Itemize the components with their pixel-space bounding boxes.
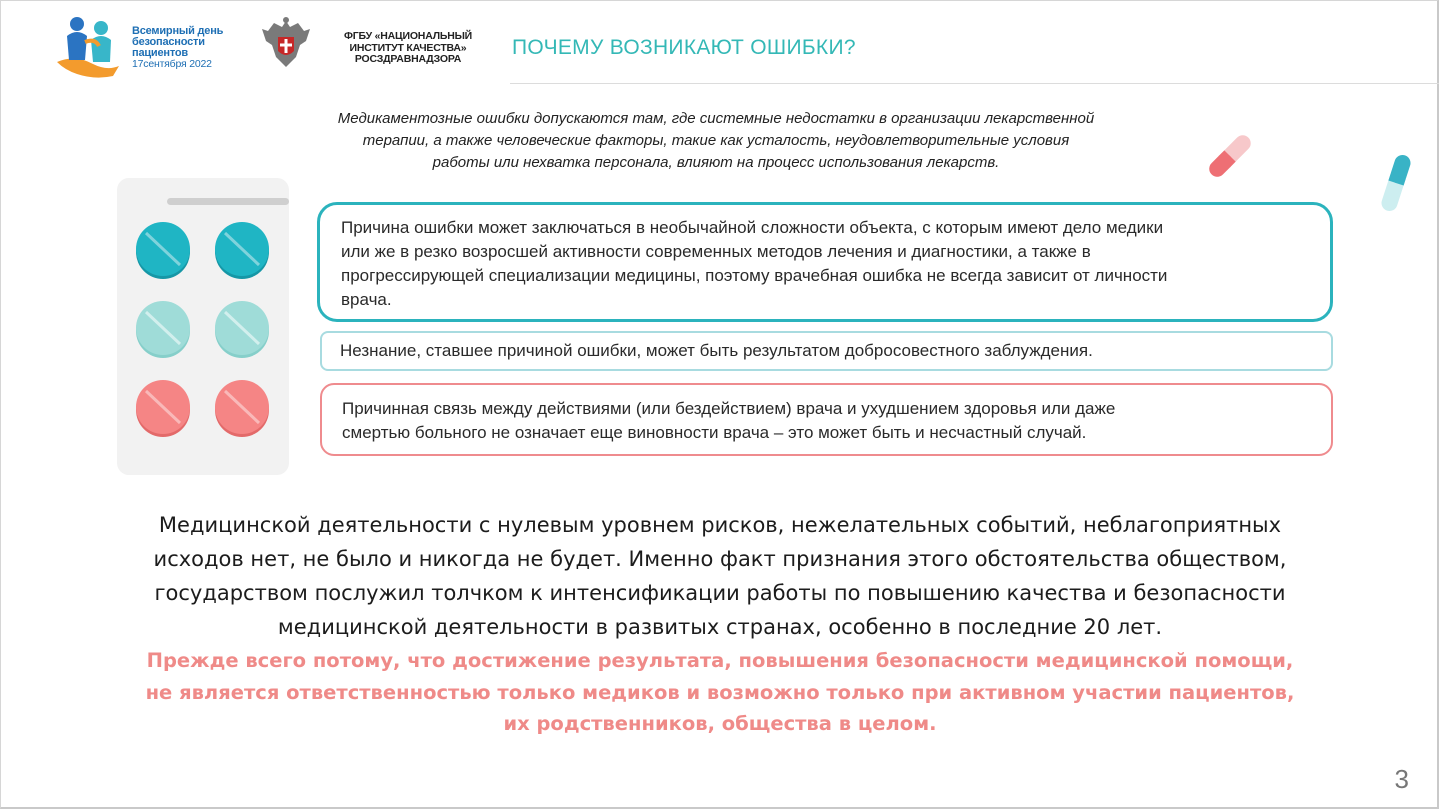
pink-capsule-icon [1200,126,1260,186]
red-pill-icon [213,379,271,437]
light-teal-pill-icon [213,300,271,358]
light-teal-pill-icon [134,300,192,358]
intro-paragraph [250,108,1182,174]
card-line: смертью больного не означает еще виновности врача – это может быть и несчастный случай. [342,423,1087,442]
main-line: Медицинской деятельности с нулевым уровнем рисков, нежелательных событий, неблагоприятных [158,513,1282,537]
slide-page-number: 3 [1394,764,1409,794]
card-line: врача. [341,290,392,309]
logo-event-line: безопасности [132,36,205,48]
card-line: Причинная связь между действиями (или бездействием) врача и ухудшением здоровья или даже [342,399,1116,418]
accent-line: их родственников, общества в целом. [503,712,937,735]
card-line: или же в резко возросшей активности современных методов лечения и диагностики, а также в [341,242,1091,261]
page-title: ПОЧЕМУ ВОЗНИКАЮТ ОШИБКИ? [512,36,856,59]
logo-event-date: 17сентября 2022 [132,58,212,70]
card-line: прогрессирующей специализации медицины, поэтому врачебная ошибка не всегда зависит от личности [341,266,1168,285]
card-line: Причина ошибки может заключаться в необычайной сложности объекта, с которым имеют дело медики [341,218,1164,237]
intro-line: работы или нехватка персонала, влияют на процесс использования лекарств. [432,154,1000,171]
red-pill-icon [134,379,192,437]
intro-line: терапии, а также человеческие факторы, такие как усталость, неудовлетворительные условия [362,132,1070,149]
accent-line: не является ответственностью только медиков и возможно только при активном участии пациентов, [145,680,1295,704]
reason-card-complexity [317,202,1333,322]
people-logo-icon [55,14,130,80]
main-line: государством послужил толчком к интенсификации работы по повышению качества и безопасности [154,581,1286,605]
organization-name [328,31,488,66]
teal-capsule-icon [1376,152,1416,214]
logo-event-line: Всемирный день [132,25,224,37]
header-divider [510,83,1439,84]
org-line: ИНСТИТУТ КАЧЕСТВА» [349,41,467,54]
main-line: медицинской деятельности в развитых странах, особенно в последние 20 лет. [277,615,1163,639]
accent-paragraph [80,645,1360,740]
org-line: ФГБУ «НАЦИОНАЛЬНЫЙ [343,30,473,42]
main-line: исходов нет, не было и никогда не будет. Именно факт признания этого обстоятельства обществом, [153,547,1287,571]
intro-line: Медикаментозные ошибки допускаются там, где системные недостатки в организации лекарственной [337,110,1095,127]
accent-line: Прежде всего потому, что достижение результата, повышения безопасности медицинской помощи, [146,649,1294,672]
teal-pill-icon [213,221,271,279]
world-patient-safety-day-logo [55,14,225,80]
card-line: Незнание, ставшее причиной ошибки, может быть результатом добросовестного заблуждения. [340,341,1093,360]
org-line: РОСЗДРАВНАДЗОРА [354,53,462,65]
blister-pack-bar [167,198,289,205]
logo-event-line: пациентов [132,47,188,59]
reason-card-causality [320,383,1333,456]
teal-pill-icon [134,221,192,279]
reason-card-ignorance [320,331,1333,371]
double-headed-eagle-emblem-icon [258,15,314,73]
main-paragraph [100,508,1340,644]
